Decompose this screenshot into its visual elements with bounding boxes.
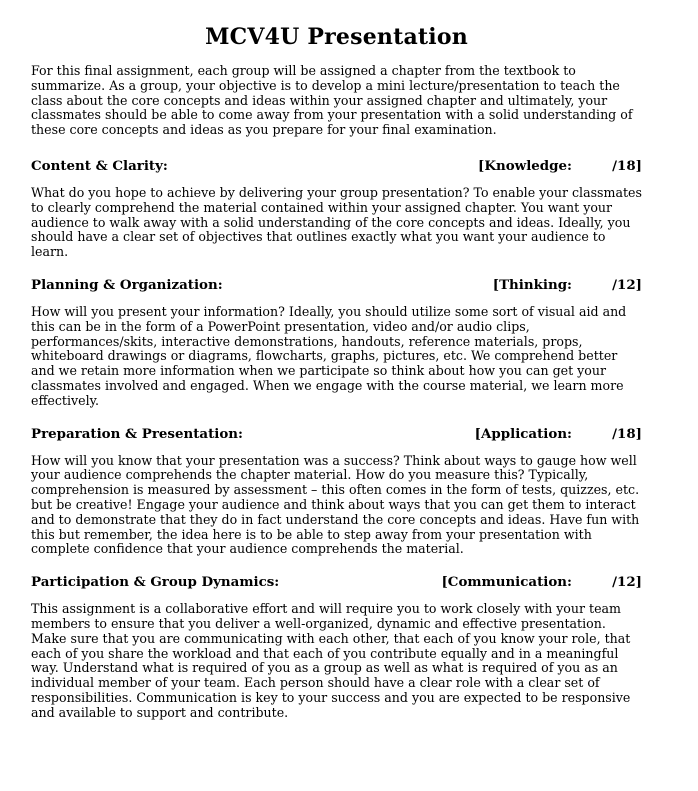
section-body: How will you know that your presentation was a success? Think about ways to gauge how well your audience comprehends the chapter material. How do you measure this? Typically, comprehension is measured by assessment – this often comes in the form of tests, quizzes, etc. but be creative! Engage your audience and think about ways that you can get them to interact and to demonstrate that they do in fact understand the core concepts and ideas. Have fun with this but remember, the idea here is to be able to step away from your presentation with complete confidence that your audience comprehends the material. [31, 452, 640, 557]
marks-label [478, 158, 642, 174]
marks-label [441, 574, 642, 590]
intro-paragraph: For this final assignment, each group will be assigned a chapter from the textbook to summarize. As a group, your objective is to develop a mini lecture/presentation to teach the class about the core concepts and ideas within your assigned chapter and ultimately, your classmates should be able to come away from your presentation with a solid understanding of these core concepts and ideas as you prepare for your final examination. [31, 63, 633, 138]
marks-value: /18] [612, 425, 642, 442]
section-body: How will you present your information? Ideally, you should utilize some sort of visual aid and this can be in the form of a PowerPoint presentation, video and/or audio clips, performances/skits, interactive demonstrations, handouts, reference materials, props, whiteboard drawings or diagrams, flowcharts, graphs, pictures, etc. We comprehend better and we retain more information when we participate so think about how you can get your classmates involved and engaged. When we engage with the course material, we learn more effectively. [31, 303, 627, 408]
marks-value: /18] [612, 157, 642, 174]
marks-category: [Knowledge: [478, 157, 572, 174]
section-preparation-presentation [31, 426, 642, 558]
marks-value: /12] [612, 276, 642, 293]
section-participation-group-dynamics [31, 574, 642, 720]
section-body: What do you hope to achieve by delivering your group presentation? To enable your classmates to clearly comprehend the material contained within your assigned chapter. You want your audience to walk away with a solid understanding of the core concepts and ideas. Ideally, you should have a clear set of objectives that outlines exactly what you want your audience to learn. [31, 184, 642, 260]
section-body: This assignment is a collaborative effort and will require you to work closely with your team members to ensure that you deliver a well-organized, dynamic and effective presentation. Make sure that you are communicating with each other, that each of you know your role, that each of you share the workload and that each of you contribute equally and in a meaningful way. Understand what is required of you as a group as well as what is required of you as an individual member of your team. Each person should have a clear role with a clear set of responsibilities. Communication is key to your success and you are expected to be responsive and available to support and contribute. [31, 601, 631, 720]
marks-category: [Communication: [441, 574, 572, 591]
marks-category: [Application: [474, 425, 572, 442]
section-heading: Participation & Group Dynamics: [31, 574, 280, 591]
marks-label [493, 277, 642, 293]
section-heading-row [31, 158, 642, 174]
section-content-clarity [31, 158, 642, 260]
section-planning-organization [31, 277, 642, 409]
marks-label [475, 426, 642, 442]
page-title: MCV4U Presentation [205, 24, 468, 50]
section-heading-row [31, 277, 642, 293]
section-heading-row [31, 574, 642, 590]
section-heading: Planning & Organization: [31, 276, 223, 293]
section-heading: Content & Clarity: [31, 157, 168, 174]
section-heading: Preparation & Presentation: [31, 425, 243, 442]
marks-category: [Thinking: [492, 276, 572, 293]
marks-value: /12] [612, 574, 642, 591]
section-heading-row [31, 426, 642, 442]
